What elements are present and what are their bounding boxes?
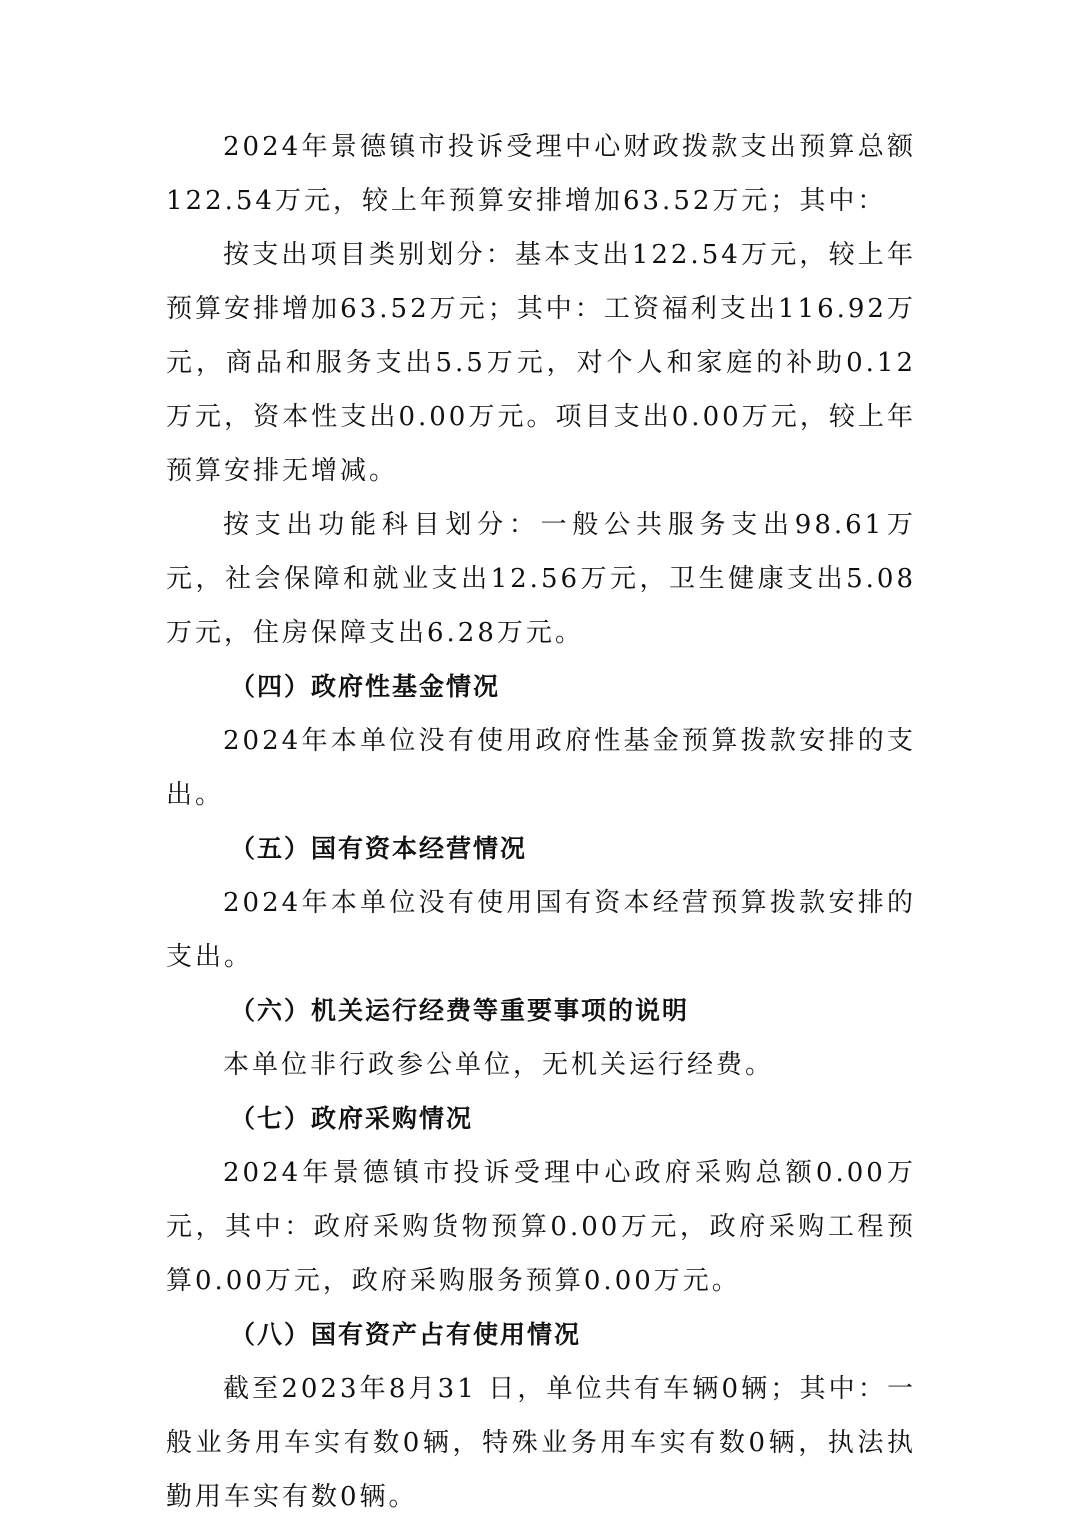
paragraph-government-fund: 2024年本单位没有使用政府性基金预算拨款安排的支出。	[166, 726, 916, 810]
document-page	[166, 120, 916, 1524]
paragraph-expense-by-function: 按支出功能科目划分：一般公共服务支出98.61万元，社会保障和就业支出12.56万元，卫生健康支出5.08万元，住房保障支出6.28万元。	[166, 510, 916, 648]
paragraph-state-capital: 2024年本单位没有使用国有资本经营预算拨款安排的支出。	[166, 888, 916, 972]
heading-state-capital: （五）国有资本经营情况	[230, 834, 528, 863]
paragraph-procurement: 2024年景德镇市投诉受理中心政府采购总额0.00万元，其中：政府采购货物预算0.00万元，政府采购工程预算0.00万元，政府采购服务预算0.00万元。	[166, 1158, 916, 1296]
paragraph-state-assets: 截至2023年8月31 日，单位共有车辆0辆；其中：一般业务用车实有数0辆，特殊业务用车实有数0辆，执法执勤用车实有数0辆。	[166, 1374, 916, 1512]
paragraph-expense-by-category: 按支出项目类别划分：基本支出122.54万元，较上年预算安排增加63.52万元；其中：工资福利支出116.92万元，商品和服务支出5.5万元，对个人和家庭的补助0.12万元，资本性支出0.00万元。项目支出0.00万元，较上年预算安排无增减。	[166, 240, 916, 486]
paragraph-budget-total: 2024年景德镇市投诉受理中心财政拨款支出预算总额122.54万元，较上年预算安排增加63.52万元；其中：	[166, 132, 916, 216]
heading-government-fund: （四）政府性基金情况	[230, 672, 501, 701]
paragraph-operating-expenses: 本单位非行政参公单位，无机关运行经费。	[223, 1050, 775, 1080]
heading-state-assets: （八）国有资产占有使用情况	[230, 1320, 582, 1349]
heading-operating-expenses: （六）机关运行经费等重要事项的说明	[230, 996, 690, 1025]
heading-procurement: （七）政府采购情况	[230, 1104, 474, 1133]
